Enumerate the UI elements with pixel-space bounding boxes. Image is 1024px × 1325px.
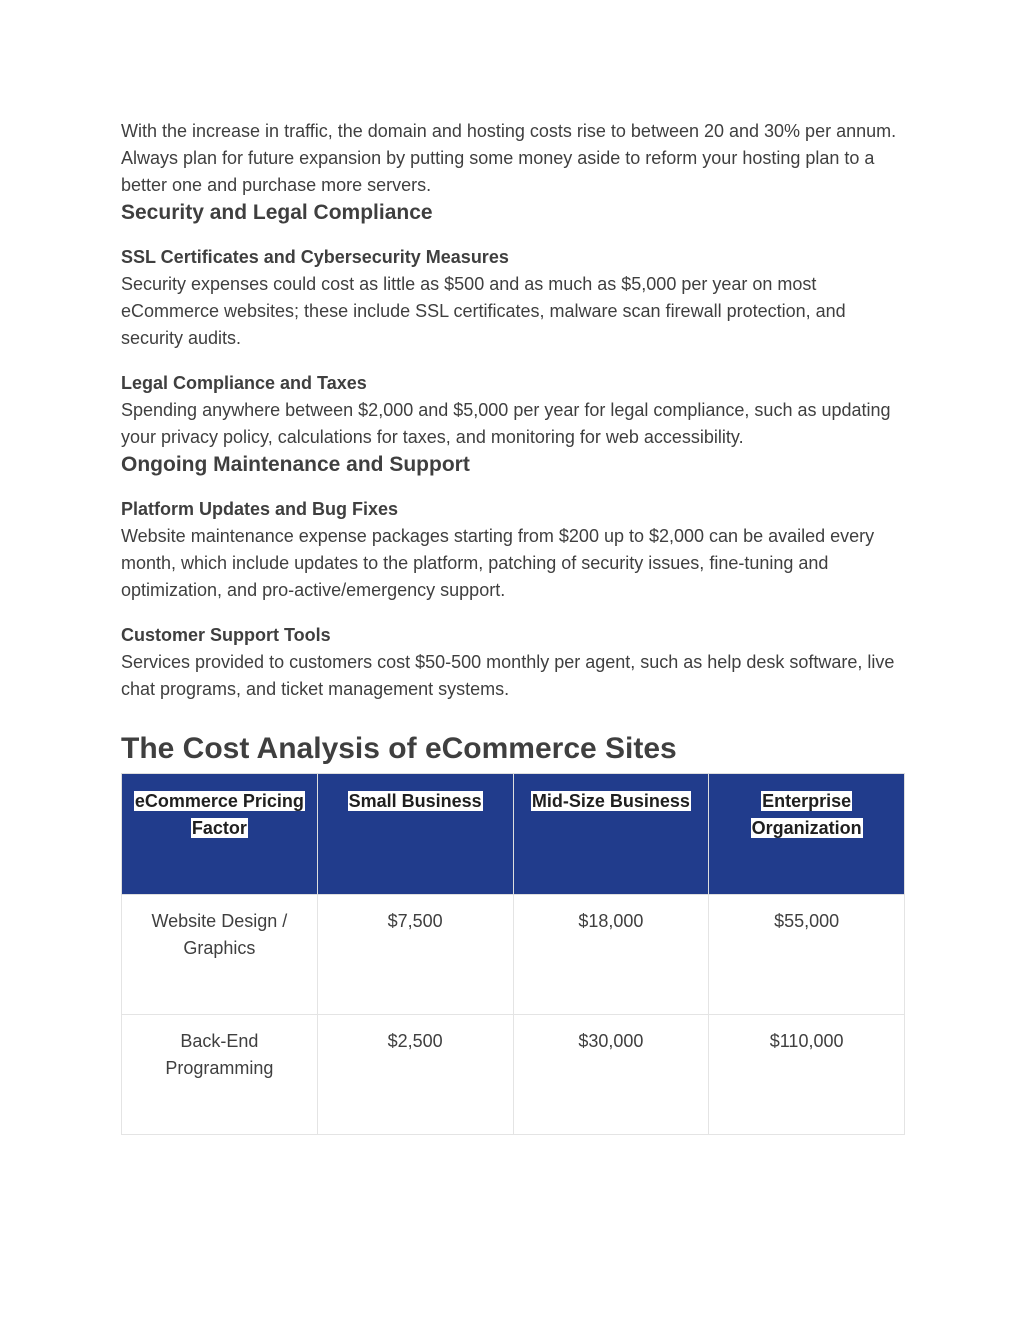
- table-header-row: [122, 774, 905, 895]
- table-cell: $30,000: [513, 1015, 709, 1135]
- table-cell: $2,500: [317, 1015, 513, 1135]
- ssl-paragraph: Security expenses could cost as little as $500 and as much as $5,000 per year on most eCommerce websites; these include SSL certificates, malware scan firewall protection, and security audits.: [121, 274, 846, 348]
- column-header-label: Mid-Size Business: [531, 791, 690, 811]
- table-cell: $110,000: [709, 1015, 905, 1135]
- column-header-label: Small Business: [348, 791, 482, 811]
- table-cell: Website Design / Graphics: [122, 895, 318, 1015]
- table-cell: $18,000: [513, 895, 709, 1015]
- column-header-enterprise: [709, 774, 905, 895]
- intro-paragraph: With the increase in traffic, the domain and hosting costs rise to between 20 and 30% per annum. Always plan for future expansion by putting some money aside to reform your hosting plan to a better one and purchase more servers.: [121, 121, 897, 195]
- ssl-subheading: SSL Certificates and Cybersecurity Measures: [121, 247, 509, 267]
- legal-paragraph: Spending anywhere between $2,000 and $5,000 per year for legal compliance, such as updating your privacy policy, calculations for taxes, and monitoring for web accessibility.: [121, 400, 891, 447]
- column-header-label: eCommerce Pricing Factor: [134, 791, 304, 838]
- platform-paragraph: Website maintenance expense packages starting from $200 up to $2,000 can be availed every month, which include updates to the platform, patching of security issues, fine-tuning and optimization, and pro-active/emergency support.: [121, 526, 875, 600]
- table-row: [122, 1015, 905, 1135]
- table-cell: Back-End Programming: [122, 1015, 318, 1135]
- column-header-small-business: [317, 774, 513, 895]
- cost-table: [121, 773, 905, 1135]
- cost-analysis-title: The Cost Analysis of eCommerce Sites: [121, 732, 677, 765]
- support-block: [121, 622, 905, 703]
- column-header-label: Enterprise Organization: [751, 791, 862, 838]
- platform-subheading: Platform Updates and Bug Fixes: [121, 499, 399, 519]
- legal-subheading: Legal Compliance and Taxes: [121, 373, 367, 393]
- column-header-mid-size-business: [513, 774, 709, 895]
- column-header-pricing-factor: [122, 774, 318, 895]
- document-page: [121, 118, 905, 1135]
- table-cell: $7,500: [317, 895, 513, 1015]
- support-subheading: Customer Support Tools: [121, 625, 331, 645]
- ssl-block: [121, 244, 905, 352]
- legal-block: [121, 370, 905, 451]
- platform-block: [121, 496, 905, 604]
- maintenance-heading: Ongoing Maintenance and Support: [121, 453, 470, 476]
- table-cell: $55,000: [709, 895, 905, 1015]
- support-paragraph: Services provided to customers cost $50-500 monthly per agent, such as help desk software, live chat programs, and ticket management systems.: [121, 652, 895, 699]
- security-heading: Security and Legal Compliance: [121, 201, 433, 224]
- table-row: [122, 895, 905, 1015]
